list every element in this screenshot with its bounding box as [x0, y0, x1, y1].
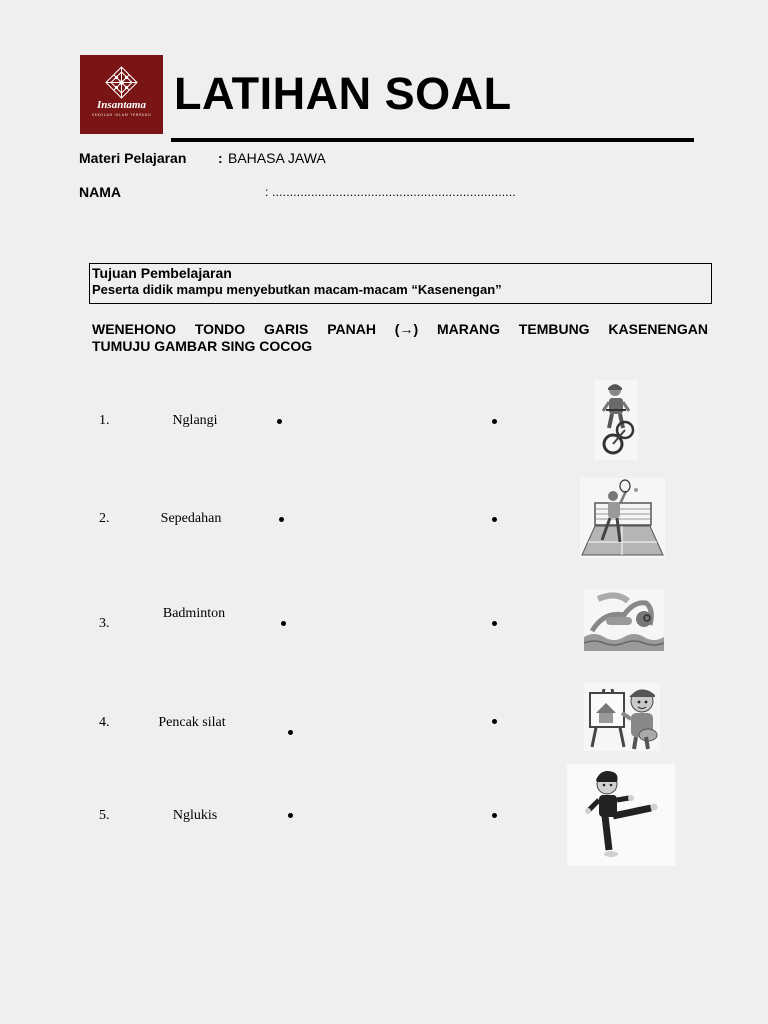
- instruction: [92, 321, 708, 355]
- subject-label: Materi Pelajaran: [79, 150, 187, 166]
- item-number: 2.: [99, 511, 110, 526]
- left-anchor-dot[interactable]: [288, 730, 293, 735]
- right-anchor-dot[interactable]: [492, 517, 497, 522]
- name-label: NAMA: [79, 184, 121, 200]
- item-number: 3.: [99, 616, 110, 631]
- item-word: Badminton: [162, 606, 226, 621]
- right-anchor-dot[interactable]: [492, 719, 497, 724]
- item-word: Sepedahan: [160, 511, 222, 526]
- item-word: Pencak silat: [158, 715, 226, 730]
- left-anchor-dot[interactable]: [281, 621, 286, 626]
- left-anchor-dot[interactable]: [277, 419, 282, 424]
- page-title: LATIHAN SOAL: [174, 68, 512, 119]
- badminton-player-icon[interactable]: [580, 478, 665, 558]
- subject-value: BAHASA JAWA: [228, 150, 326, 166]
- goal-text: Peserta didik mampu menyebutkan macam-macam “Kasenengan”: [92, 282, 502, 297]
- diamond-pattern-icon: [80, 55, 163, 134]
- title-underline: [171, 138, 694, 142]
- item-number: 4.: [99, 715, 110, 730]
- instruction-line-2: TUMUJU GAMBAR SING COCOG: [92, 338, 313, 354]
- left-anchor-dot[interactable]: [288, 813, 293, 818]
- cycling-child-icon[interactable]: [594, 380, 638, 460]
- subject-separator: :: [218, 150, 223, 166]
- left-anchor-dot[interactable]: [279, 517, 284, 522]
- instruction-line-1: WENEHONO TONDO GARIS PANAH (→) MARANG TEMBUNG KASENENGAN: [92, 321, 708, 337]
- item-word: Nglukis: [172, 808, 218, 823]
- name-field[interactable]: : .....................................................................: [265, 185, 516, 199]
- logo-name: Insantama: [97, 99, 146, 111]
- swimmer-icon[interactable]: [584, 589, 664, 651]
- item-number: 5.: [99, 808, 110, 823]
- goal-title: Tujuan Pembelajaran: [92, 265, 232, 281]
- logo-subtitle: SEKOLAH ISLAM TERPADU: [91, 113, 152, 117]
- right-anchor-dot[interactable]: [492, 621, 497, 626]
- item-word: Nglangi: [172, 413, 218, 428]
- item-number: 1.: [99, 413, 110, 428]
- right-anchor-dot[interactable]: [492, 813, 497, 818]
- martial-arts-kick-icon[interactable]: [567, 764, 675, 866]
- school-logo: [80, 55, 163, 134]
- painting-child-icon[interactable]: [584, 683, 660, 751]
- right-anchor-dot[interactable]: [492, 419, 497, 424]
